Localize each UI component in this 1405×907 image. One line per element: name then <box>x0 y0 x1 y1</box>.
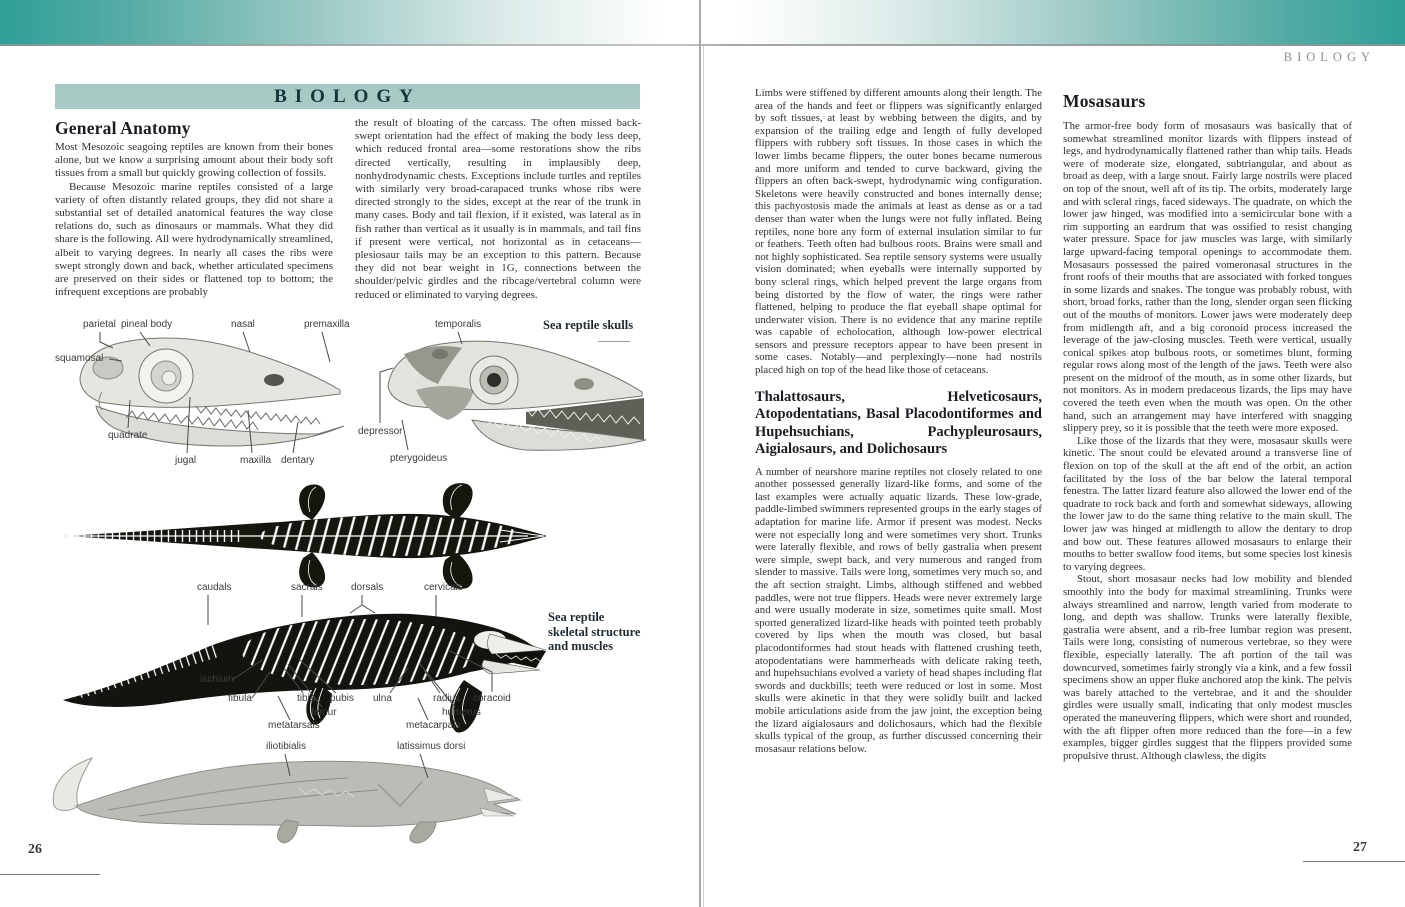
fig-label-dorsals: dorsals <box>351 582 384 593</box>
body-paragraph: A number of nearshore marine reptiles not closely related to one another possessed generally lizard-like forms, and some of the last examples were actually aquatic lizards. These low-grade, paddle-limbed swimmers represented groups in the early stages of adaptation for marine life. Armor if present was modest. Necks were not especially long and were sometimes very short. Trunks were laterally flexible, and rows of belly gastralia when present were simple, swept back, and very numerous and ranged from slender to massive. Tails were long, sometimes very much so, and the aft section straight. Limbs, although stiffened and webbed paddles, were not true flippers. Heads were never extremely large and were usually moderate in size, sometimes quite small. Most sported generalized lizard-like heads with pointed teeth probably covered by lips when the mouth was closed, but basal placodontiformes had stout heads with flattened crushing teeth, atopodentatians were hammerheads with delicate raking teeth, and hupehsuchians evolved a variety of head shapes including flat swords and duckbills; teeth were reduced or lost in some. Most skulls were akinetic in that they were solidly built and lacked mobile articulations aside from the jaw joint, the exception being the lizard aigialosaurs and dolichosaurs, which had the flexible skulls typical of the group, as further discussed concerning their mosasaur relations below. <box>755 465 1042 755</box>
text-column <box>755 87 1042 755</box>
body-paragraph: Because Mesozoic marine reptiles consisted of a large variety of often distantly related groups, they did not share a substantial set of detailed anatomical features the way close relations do, such as dinosaurs or mammals. What they did share is the following. All were hydrodynamically streamlined, albeit to varying degrees. In nearly all cases the ribs were swept strongly down and back, whether articulated specimens are preserved on their sides or flattened top to bottom; the infrequent exceptions are probably <box>55 180 333 299</box>
fig-label-caudals: caudals <box>197 582 232 593</box>
fig-label-radius: radius <box>433 693 461 704</box>
fig-label-tibia: tibia <box>297 693 316 704</box>
figure-caption-skeleton: Sea reptile skeletal structure and muscles <box>548 610 641 653</box>
body-paragraph: Limbs were stiffened by different amounts along their length. The area of the hands and feet or flippers was significantly enlarged by soft tissues, at least by webbing between the digits, and by expansion of the trailing edge and length of fully developed flippers with rubbery soft tissues. In those cases in which the lower limbs became flippers, the outer bones became numerous and more uniform and tended to curve backward, giving the flippers an often back-swept, hydrodynamic wing configuration. Skeletons were heavily constructed and bones internally dense; this pachyostosis made the animals at least as dense as or a tad denser than water when the lungs were not fully inflated. Being reptiles, none bore any form of external insulation similar to fur or feathers. Teeth often had bulbous roots. Brains were small and not highly sophisticated. Sea reptile sensory systems were usually vision dominated; when eyeballs were internally supported by bony scleral rings, which helped prevent the large organs from being distorted by the flow of water, the rings were rather flattened, helping to produce the flat eyeball shape optimal for underwater vision. There is no evidence that any marine reptile was capable of echolocation, although low-power electrical sensors and pressure receptors appear to have been present in some cases. Notably—and perplexingly—none had nostrils placed high on top of the head like those of cetaceans. <box>755 87 1042 377</box>
fig-label-parietal: parietal <box>83 319 116 330</box>
fig-label-humerus: humerus <box>442 707 481 718</box>
fig-label-iliotibialis: iliotibialis <box>266 741 307 752</box>
fig-label-latissimus-dorsi: latissimus dorsi <box>397 741 466 752</box>
fig-label-nasal: nasal <box>231 319 255 330</box>
fig-label-maxilla: maxilla <box>240 455 272 466</box>
fig-label-femur: femur <box>311 707 337 718</box>
fig-label-cervicals: cervicals <box>424 582 463 593</box>
page-title: General Anatomy <box>55 118 191 138</box>
text-column <box>1063 87 1352 762</box>
subsection-heading: Thalattosaurs, Helveticosaurs, Atopodentatians, Basal Placodontiformes and Hupehsuchians, Pachypleurosaurs, Aigialosaurs, and Dolichosaurs <box>755 388 1042 458</box>
page-gutter-line-light <box>703 46 704 907</box>
fig-label-premaxilla: premaxilla <box>304 319 350 330</box>
fig-label-jugal: jugal <box>175 455 197 466</box>
fig-label-ulna: ulna <box>373 693 392 704</box>
fig-label-coracoid: coracoid <box>473 693 511 704</box>
text-column <box>355 117 641 302</box>
body-paragraph: the result of bloating of the carcass. The often missed back-swept orientation had the effect of making the body less deep, which reduced frontal area—some restorations show the ribs directed vertically, resulting in implausibly deep, nonhydrodynamic chests. Exceptions include turtles and reptiles with similarly very broad-carapaced trunks whose ribs were directed strongly to the sides, except at the rear of the trunk in many cases. Body and tail flexion, if it existed, was lateral as in fish rather than vertical as it usually is in mammals, and tail fins if present were vertical, not horizontal as in cetaceans—plesiosaur tails may be an exception to this pattern. Because they did not bear weight in 1G, connections between the shoulder/pelvic girdles and the ribcage/vertebral column were reduced or eliminated to varying degrees. <box>355 117 641 301</box>
caption-rule <box>598 341 630 342</box>
top-gradient-bar-left <box>0 0 702 44</box>
fig-label-sacrals: sacrals <box>291 582 323 593</box>
body-paragraph: Most Mesozoic seagoing reptiles are known from their bones alone, but we know a surprising amount about their body soft tissues from a small but quickly growing collection of fossils. <box>55 141 333 180</box>
top-gradient-bar-right <box>703 0 1405 44</box>
fig-label-squamosal: squamosal <box>55 353 104 364</box>
fig-label-metacarpals: metacarpals <box>406 720 461 731</box>
subsection-heading: Mosasaurs <box>1063 91 1146 111</box>
page-number-right: 27 <box>1353 840 1367 855</box>
body-paragraph: The armor-free body form of mosasaurs was basically that of somewhat streamlined monitor lizards with flippers instead of legs, and hydrodynamically flattened rather than whip tails. Heads were of moderate size, elongated, subtriangular, and about as broad as deep, with a large snout. Fairly large nostrils were placed on top of the snout, well aft of its tip. The orbits, moderately large and with scleral rings, faced sideways. The quadrate, on which the lower jaw hinged, was modified into a semicircular bone with a rim supporting an eardrum that was ossified to resist changing water pressure. Space for jaw muscles was large, with similarly large upward-facing temporal openings to accommodate them. Mosasaurs possessed the paired vomeronasal structures in the front roofs of their mouths that are associated with forked tongues in some lizards and snakes. The tongue was probably robust, with short, broad forks, rather than the long, slender organ seen flicking out of the mouths of monitors. Lower jaws were moderately deep from midlength aft, and a big coronoid process increased the leverage of the jaw-closing muscles. Teeth were vertical, usually conical spikes atop bulbous roots, or sometimes blunt, forming regular rows along most of the length of the jaws. Teeth were also present on the midroof of the mouth, as in some other lizards, but not monitors. As in modern predaceous lizards, the lips may have covered the teeth even when the mouth was open. On the other hand, such an arrangement may have interfered with snagging slippery prey, so it is possible that the teeth were more exposed. <box>1063 120 1352 435</box>
fig-label-temporalis: temporalis <box>435 319 482 330</box>
fig-label-dentary: dentary <box>281 455 315 466</box>
fig-label-quadrate: quadrate <box>108 430 148 441</box>
section-banner: BIOLOGY <box>55 84 640 109</box>
fig-label-fibula: fibula <box>228 693 252 704</box>
fig-label-metatarsals: metatarsals <box>268 720 320 731</box>
running-head: BIOLOGY <box>1283 50 1375 64</box>
page-number-rule-right <box>1303 861 1405 862</box>
figure-caption-skulls: Sea reptile skulls <box>543 318 634 332</box>
page-number-rule-left <box>0 874 100 875</box>
page-gutter-line <box>699 0 701 907</box>
fig-label-pubis: pubis <box>330 693 354 704</box>
fig-label-ischium: ischium <box>200 674 234 685</box>
page-number-left: 26 <box>28 842 42 857</box>
body-paragraph: Stout, short mosasaur necks had low mobility and blended smoothly into the body for maximal streamlining. Trunks were always streamlined and narrow, length varied from moderate to long, and depth was shallow. Trunks were laterally flexible, gastralia were absent, and a rib-free lumbar region was present. Tails were long, consisting of numerous vertebrae, so they were flexible, especially laterally. The aft portion of the tail was downcurved, sometimes fairly strongly via a kink, and a few fossil specimens show an upper fluke anchored atop the kink. The pelvis was barely attached to the vertebrae, and it and the shoulder girdles were usually small, indicating that only modest muscles operated the maneuvering flippers, which were short and rounded, with the aft flipper often more reduced than the fore—in a few examples, bigger girdles suggest that the flippers provided some propulsive thrust. Although clawless, the digits <box>1063 573 1352 762</box>
fig-label-pineal-body: pineal body <box>121 319 173 330</box>
body-paragraph: Like those of the lizards that they were, mosasaur skulls were kinetic. The snout could be elevated around a transverse line of flexion on top of the skull at the aft end of the orbit, an action facilitated by the loss of the bar below the lateral temporal fenestra. The latter lizard feature also allowed the lower end of the quadrate to rock back and forth and somewhat sideways, allowing the lower jaw to do the same thing relative to the main skull. The lower jaw was hinged at midlength to allow the dentary to drop and bow out. These features allowed mosasaurs to enlarge their mouths to better swallow food items, but some species lost kinesis to varying degrees. <box>1063 434 1352 573</box>
text-column <box>55 141 333 299</box>
fig-label-pterygoideus: pterygoideus <box>390 453 448 464</box>
fig-label-depressor: depressor <box>358 426 403 437</box>
figure-leader-lines <box>40 300 660 850</box>
